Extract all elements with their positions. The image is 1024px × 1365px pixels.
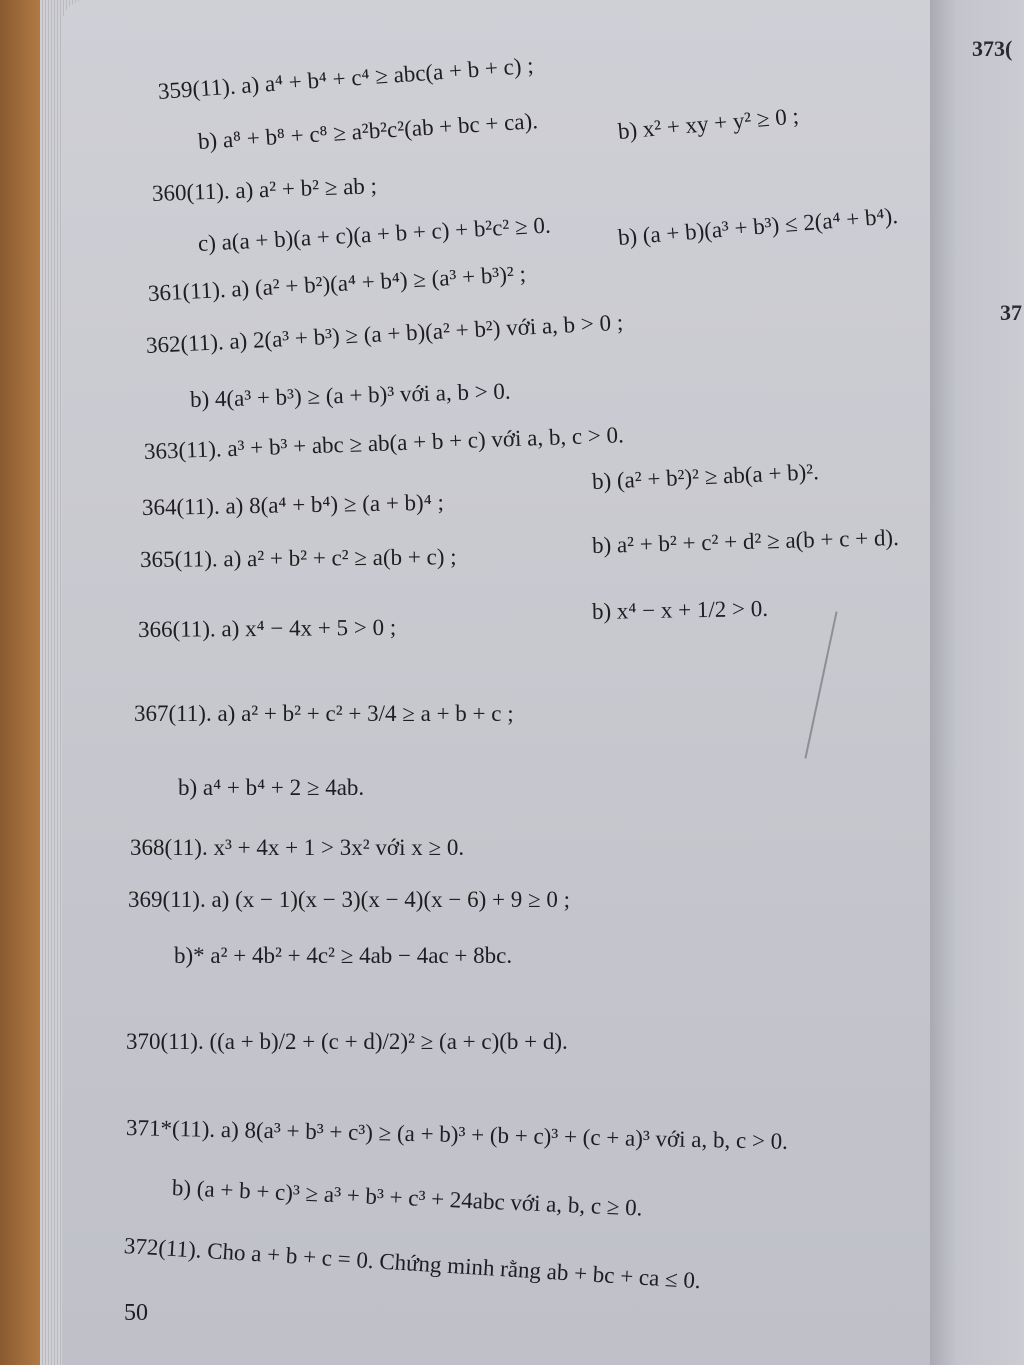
exercise-362a: 362(11). a) 2(a³ + b³) ≥ (a + b)(a² + b²) với a, b > 0 ;	[145, 309, 624, 358]
exercise-367b: b) a⁴ + b⁴ + 2 ≥ 4ab.	[178, 775, 365, 800]
exercise-366a: 366(11). a) x⁴ − 4x + 5 > 0 ;	[137, 614, 397, 642]
exercise-369b: b)* a² + 4b² + 4c² ≥ 4ab − 4ac + 8bc.	[174, 943, 513, 968]
exercise-368: 368(11). x³ + 4x + 1 > 3x² với x ≥ 0.	[130, 835, 465, 860]
page-number: 50	[124, 1300, 148, 1326]
exercise-361a: 361(11). a) (a² + b²)(a⁴ + b⁴) ≥ (a³ + b³)² ;	[147, 261, 527, 306]
exercise-359a: 359(11). a) a⁴ + b⁴ + c⁴ ≥ abc(a + b + c) ;	[157, 52, 535, 104]
exercise-370: 370(11). ((a + b)/2 + (c + d)/2)² ≥ (a + c)(b + d).	[126, 1029, 568, 1054]
exercise-364a: 364(11). a) 8(a⁴ + b⁴) ≥ (a + b)⁴ ;	[141, 489, 445, 520]
exercise-359b: b) a⁸ + b⁸ + c⁸ ≥ a²b²c²(ab + bc + ca).	[197, 108, 539, 154]
exercise-365b: b) a² + b² + c² + d² ≥ a(b + c + d).	[591, 524, 900, 558]
facing-page-number-middle: 37	[1000, 300, 1022, 325]
exercise-360a: 360(11). a) a² + b² ≥ ab ;	[151, 173, 378, 206]
exercise-371b: b) (a + b + c)³ ≥ a³ + b³ + c³ + 24abc với a, b, c ≥ 0.	[171, 1175, 643, 1221]
exercise-372: 372(11). Cho a + b + c = 0. Chứng minh rằng ab + bc + ca ≤ 0.	[123, 1233, 702, 1294]
facing-page-edge	[930, 0, 1024, 1365]
exercise-364b: b) (a² + b²)² ≥ ab(a + b)².	[591, 459, 820, 494]
exercise-367a: 367(11). a) a² + b² + c² + 3/4 ≥ a + b + c ;	[134, 701, 514, 726]
exercise-359-col2: b) x² + xy + y² ≥ 0 ;	[616, 103, 800, 144]
exercise-363: 363(11). a³ + b³ + abc ≥ ab(a + b + c) với a, b, c > 0.	[143, 422, 625, 464]
exercise-361b: b) (a + b)(a³ + b³) ≤ 2(a⁴ + b⁴).	[617, 203, 899, 250]
exercise-371a: 371*(11). a) 8(a³ + b³ + c³) ≥ (a + b)³ + (b + c)³ + (c + a)³ với a, b, c > 0.	[125, 1115, 789, 1154]
exercise-369a: 369(11). a) (x − 1)(x − 3)(x − 4)(x − 6) + 9 ≥ 0 ;	[128, 887, 570, 912]
exercise-366b: b) x⁴ − x + 1/2 > 0.	[591, 595, 769, 624]
exercise-362b: b) 4(a³ + b³) ≥ (a + b)³ với a, b > 0.	[189, 378, 511, 412]
exercise-365a: 365(11). a) a² + b² + c² ≥ a(b + c) ;	[139, 544, 457, 572]
facing-page-number-top: 373(	[972, 36, 1013, 61]
exercise-360c: c) a(a + b)(a + c)(a + b + c) + b²c² ≥ 0.	[197, 212, 552, 256]
